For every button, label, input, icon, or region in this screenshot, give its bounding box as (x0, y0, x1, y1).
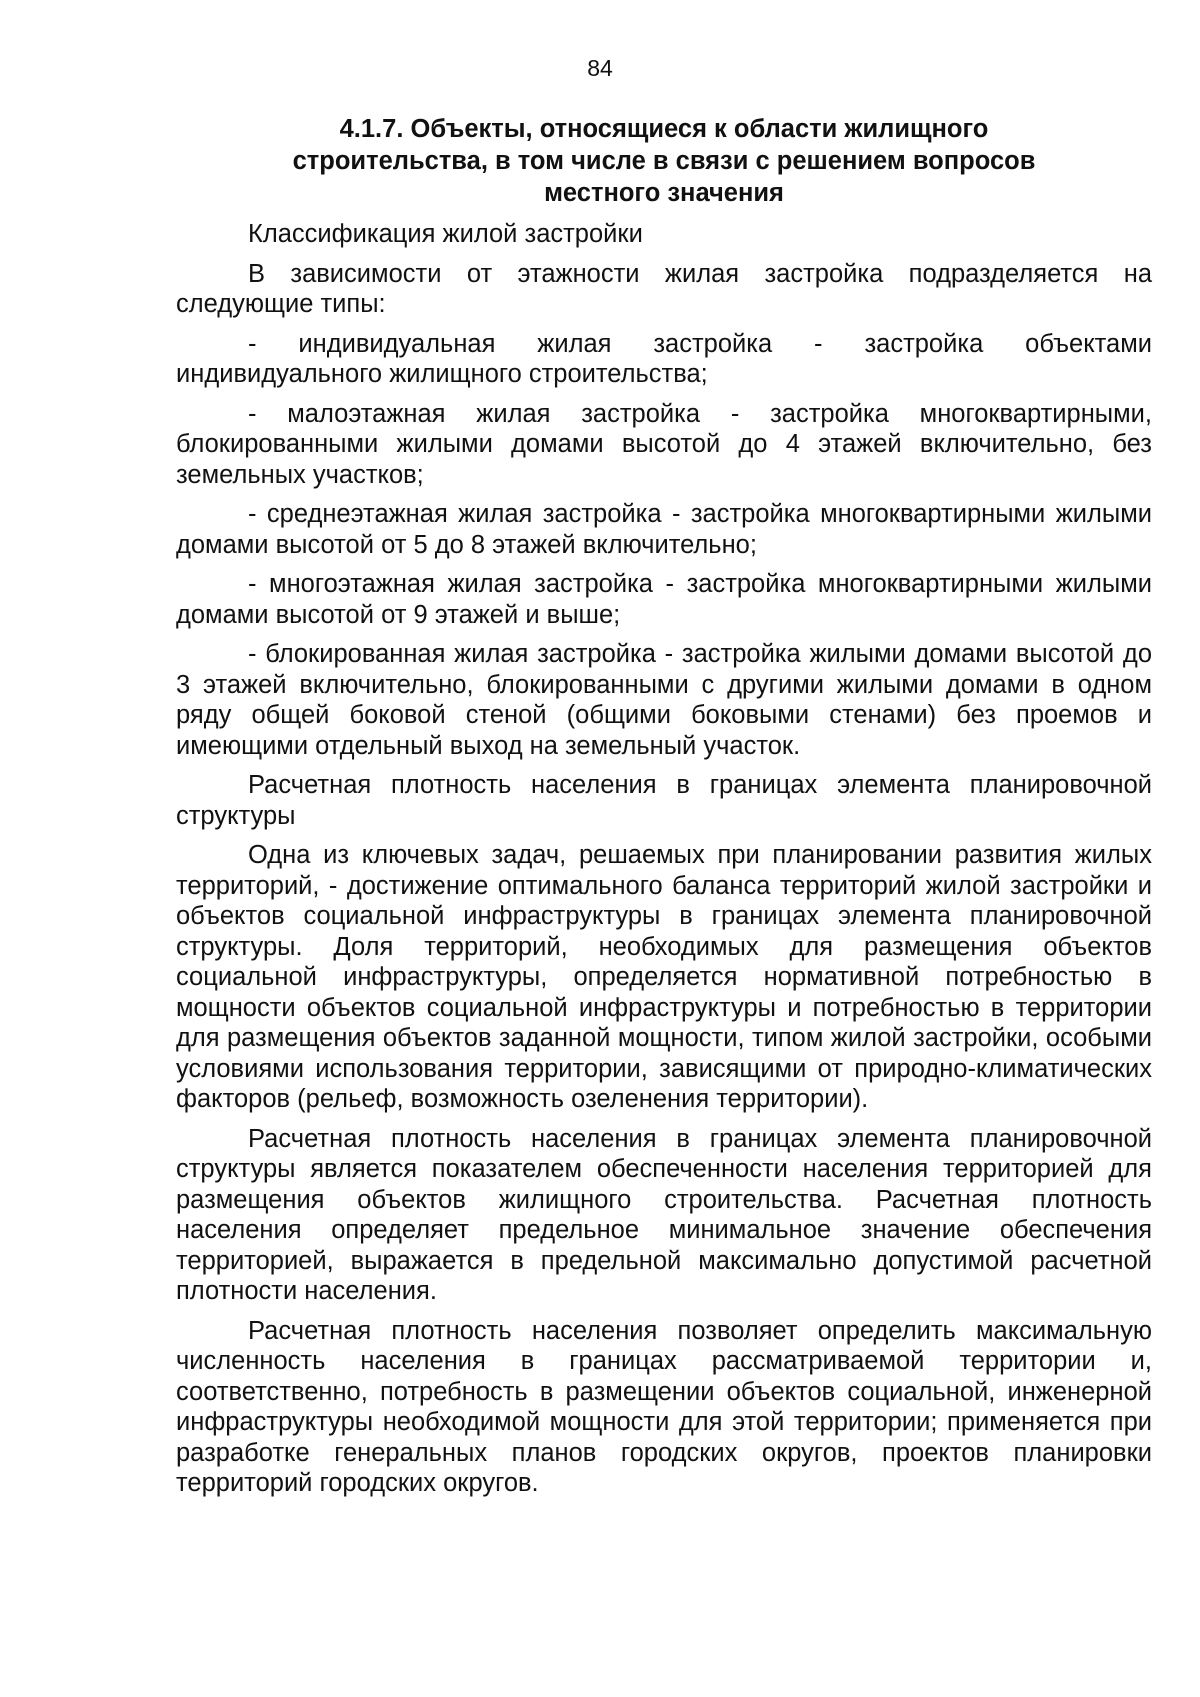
section-heading-line: 4.1.7. Объекты, относящиеся к области жилищного (339, 115, 989, 143)
section-heading-line: строительства, в том числе в связи с решением вопросов (292, 147, 1036, 175)
subheading-classification: Классификация жилой застройки (248, 220, 643, 248)
paragraph-intro: В зависимости от этажности жилая застройка подразделяется на следующие типы: (176, 259, 1152, 318)
paragraph-key-task: Одна из ключевых задач, решаемых при планировании развития жилых территорий, - достижение оптимального баланса территорий жилой застройки и объектов социальной инфраструктуры в границах элемента планировочной структуры. Доля территорий, необходимых для размещения объектов социальной инфраструктуры, определяется нормативной потребностью в мощности объектов социальной инфраструктуры и потребностью в территории для размещения объектов заданной мощности, типом жилой застройки, особыми условиями использования территории, зависящими от природно-климатических факторов (рельеф, возможность озеленения территории). (176, 841, 1152, 1113)
subheading-density: Расчетная плотность населения в границах элемента планировочной структуры (176, 771, 1152, 830)
page-number: 84 (587, 55, 613, 81)
list-item-individual: - индивидуальная жилая застройка - застройка объектами индивидуального жилищного строительства; (176, 329, 1152, 388)
paragraph-density-use: Расчетная плотность населения позволяет определить максимальную численность населения в границах рассматриваемой территории и, соответственно, потребность в размещении объектов социальной, инженерной инфраструктуры необходимой мощности для этой территории; применяется при разработке генеральных планов городских округов, проектов планировки территорий городских округов. (176, 1316, 1152, 1497)
list-item-low-rise: - малоэтажная жилая застройка - застройка многоквартирными, блокированными жилыми домами высотой до 4 этажей включительно, без земельных участков; (176, 399, 1152, 489)
section-heading-line: местного значения (544, 179, 784, 207)
paragraph-density-indicator: Расчетная плотность населения в границах элемента планировочной структуры является показателем обеспеченности населения территорией для размещения объектов жилищного строительства. Расчетная плотность населения определяет предельное минимальное значение обеспечения территорией, выражается в предельной максимально допустимой расчетной плотности населения. (176, 1124, 1152, 1305)
page-content (176, 113, 1152, 1508)
list-item-mid-rise: - среднеэтажная жилая застройка - застройка многоквартирными жилыми домами высотой от 5 до 8 этажей включительно; (176, 500, 1152, 559)
section-heading (176, 113, 1152, 209)
list-item-high-rise: - многоэтажная жилая застройка - застройка многоквартирными жилыми домами высотой от 9 этажей и выше; (176, 570, 1152, 629)
list-item-blocked: - блокированная жилая застройка - застройка жилыми домами высотой до 3 этажей включительно, блокированными с другими жилыми домами в одном ряду общей боковой стеной (общими боковыми стенами) без проемов и имеющими отдельный выход на земельный участок. (176, 640, 1152, 760)
